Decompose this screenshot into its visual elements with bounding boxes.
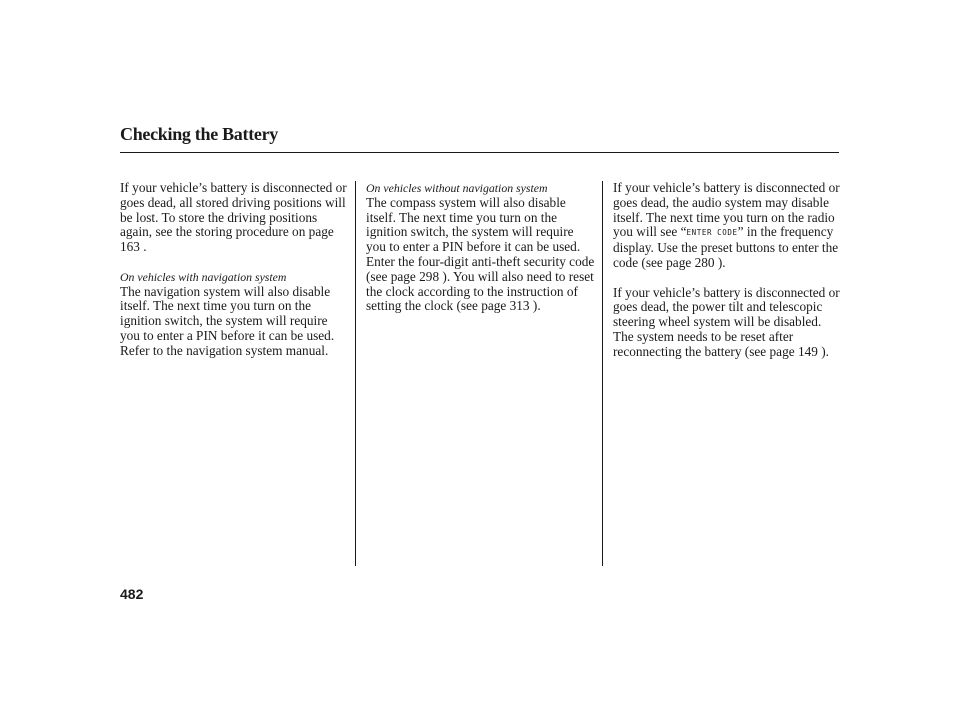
subheading-without-navigation: On vehicles without navigation system (366, 181, 548, 195)
paragraph-stored-positions: If your vehicle’s battery is disconnected or goes dead, all stored driving positions will be lost. To store the driving positions again, see the storing procedure on page 163 . (120, 180, 347, 255)
paragraph-steering-wheel: If your vehicle’s battery is disconnected or goes dead, the power tilt and telescopic steering wheel system will be disabled. The system needs to be reset after reconnecting the battery (see page 149 ). (613, 284, 840, 359)
enter-code-display-text: ENTER CODE (686, 228, 738, 238)
paragraph-navigation-pin: The navigation system will also disable itself. The next time you turn on the ignition switch, the system will require you to enter a PIN before it can be used. Refer to the navigation system manual. (120, 283, 335, 358)
column-middle (366, 181, 596, 314)
column-divider-1 (355, 181, 356, 566)
audio-text-after: ” in the frequency display. Use the preset buttons to enter the code (see page 280 ). (613, 224, 839, 270)
audio-text-before: If your vehicle’s battery is disconnected or goes dead, the audio system may disable itself. The next time you turn on the radio you will see “ (613, 180, 840, 240)
page-number: 482 (120, 586, 144, 602)
column-right (613, 181, 841, 360)
paragraph-audio-system (613, 181, 841, 271)
title-divider (120, 152, 839, 153)
column-left (120, 181, 348, 359)
column-divider-2 (602, 181, 603, 566)
paragraph-compass-system: The compass system will also disable itself. The next time you turn on the ignition switch, the system will require you to enter a PIN before it can be used. Enter the four-digit anti-theft security code (see page 298 ). You will also need to reset the clock according to the instruction of setting the clock (see page 313 ). (366, 194, 595, 314)
page-title: Checking the Battery (120, 124, 278, 144)
subheading-with-navigation: On vehicles with navigation system (120, 269, 287, 284)
